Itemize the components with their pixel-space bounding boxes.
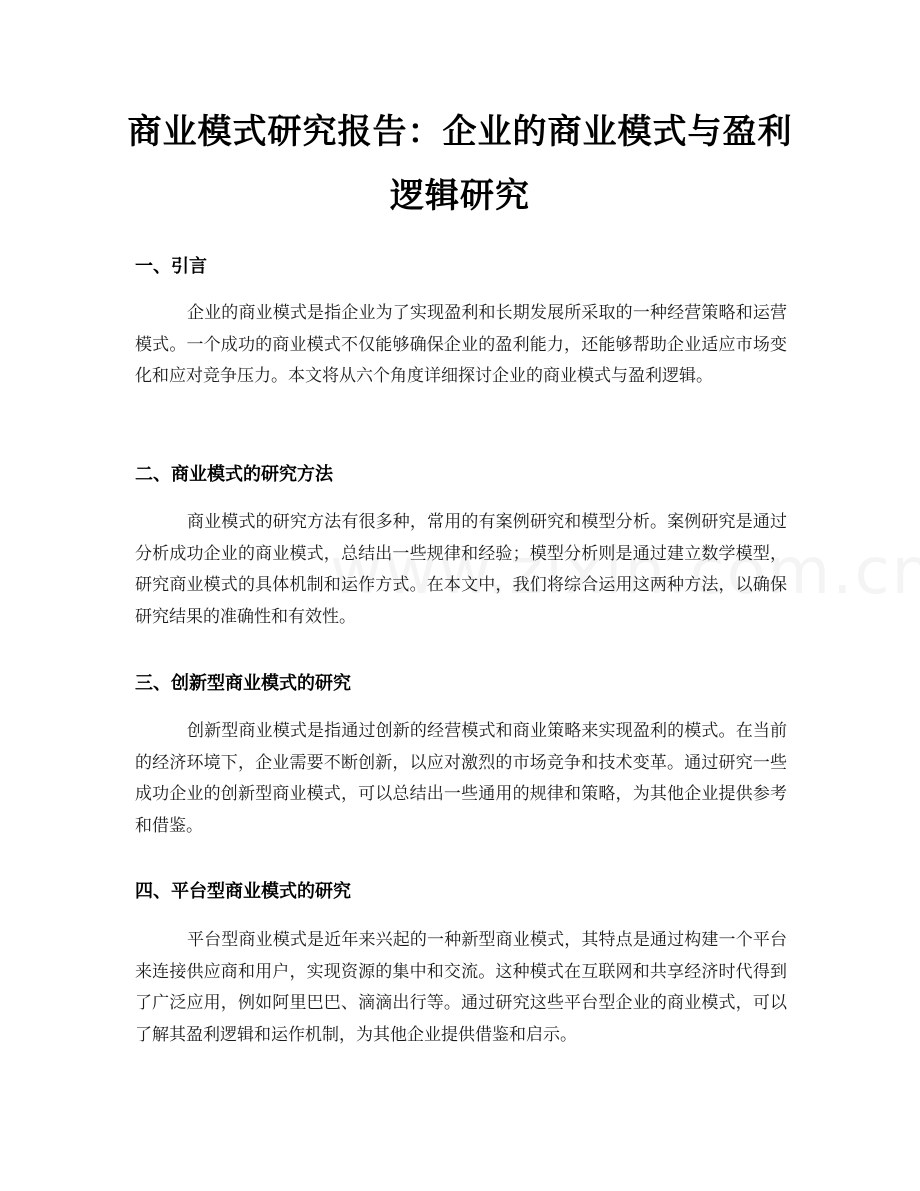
section-heading-innovative: 三、创新型商业模式的研究 <box>135 673 351 694</box>
section-paragraph-methods: 商业模式的研究方法有很多种，常用的有案例研究和模型分析。案例研究是通过分析成功企业的商业模式，总结出一些规律和经验；模型分析则是通过建立数学模型，研究商业模式的具体机制和运作方式。在本文中，我们将综合运用这两种方法，以确保研究结果的准确性和有效性。 <box>135 512 787 627</box>
section-paragraph-innovative: 创新型商业模式是指通过创新的经营模式和商业策略来实现盈利的模式。在当前的经济环境下，企业需要不断创新，以应对激烈的市场竞争和技术变革。通过研究一些成功企业的创新型商业模式，可以总结出一些通用的规律和策略，为其他企业提供参考和借鉴。 <box>135 721 787 836</box>
section-paragraph-intro: 企业的商业模式是指企业为了实现盈利和长期发展所采取的一种经营策略和运营模式。一个成功的商业模式不仅能够确保企业的盈利能力，还能够帮助企业适应市场变化和应对竞争压力。本文将从六个角度详细探讨企业的商业模式与盈利逻辑。 <box>135 303 787 386</box>
section-heading-intro: 一、引言 <box>135 256 207 277</box>
section-heading-platform: 四、平台型商业模式的研究 <box>135 881 351 902</box>
section-paragraph-platform: 平台型商业模式是近年来兴起的一种新型商业模式，其特点是通过构建一个平台来连接供应商和用户，实现资源的集中和交流。这种模式在互联网和共享经济时代得到了广泛应用，例如阿里巴巴、滴滴出行等。通过研究这些平台型企业的商业模式，可以了解其盈利逻辑和运作机制，为其他企业提供借鉴和启示。 <box>135 930 787 1045</box>
section-heading-methods: 二、商业模式的研究方法 <box>135 464 333 485</box>
document-title: 商业模式研究报告：企业的商业模式与盈利逻辑研究 <box>127 112 793 216</box>
